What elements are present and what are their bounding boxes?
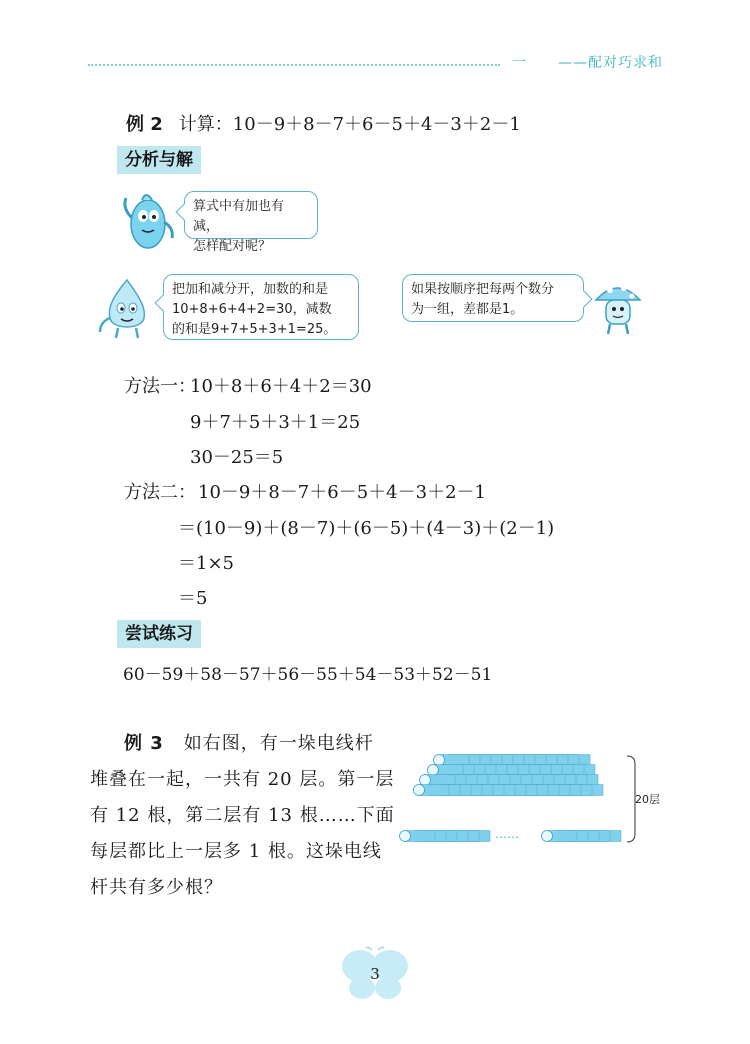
pipe [420,775,456,786]
practice-label: 尝试练习 [117,620,201,648]
practice-problem: 60－59＋58－57＋56－55＋54－53＋52－51 [123,665,493,685]
header-dotted-rule [88,64,500,66]
bubble-separate-sums [163,274,359,340]
example-3-line: 如右图，有一垛电线杆 [183,733,374,754]
example-3-label: 例 3 [124,733,164,754]
analysis-label: 分析与解 [117,146,201,174]
example-3-line: 杆共有多少根？ [90,877,223,898]
bubble-pairing-line: 为一组，差都是1。 [411,302,524,317]
bubble-separate-sums-line: 把加和减分开，加数的和是 [172,282,329,297]
method-2-line: 10－9＋8－7＋6－5＋4－3＋2－1 [198,482,486,503]
layer-bracket [627,756,635,842]
method-2-line: ＝1×5 [178,553,234,574]
header-dash: 一 [512,55,526,71]
bubble-question [184,191,318,254]
method-1-line: 30－25＝5 [190,447,284,468]
pipe-stack-figure [395,748,685,858]
method-1-label: 方法一： [124,376,196,397]
page-number: 3 [370,965,380,983]
method-2-line: ＝5 [178,588,208,609]
bubble-separate-sums-line: 的和是9+7+5+3+1=25。 [172,322,337,337]
mushroom-mascot-icon [590,276,646,336]
bubble-question-line: 算式中有加也有减， [193,199,285,234]
bubble-pairing-line: 如果按顺序把每两个数分 [411,282,555,297]
layers-label: 20层 [635,793,660,806]
bubble-question-line: 怎样配对呢？ [193,239,272,254]
example-3-first-line [124,729,374,755]
example-2 [126,110,521,136]
method-2-label: 方法二： [124,482,196,503]
method-1-line: 9＋7＋5＋3＋1＝25 [190,412,361,433]
example-2-text: 计算：10－9＋8－7＋6－5＋4－3＋2－1 [178,114,521,135]
pipe [434,755,470,766]
ellipsis-dots: …… [495,827,519,841]
method-1-line: 10＋8＋6＋4＋2＝30 [190,376,372,397]
drop-mascot-icon [96,276,158,340]
pipe [542,831,578,842]
example-3-line: 有 12 根，第二层有 13 根……下面 [90,805,395,826]
pipe [428,765,464,776]
bubble-pairing [402,274,584,322]
example-3-line: 每层都比上一层多 1 根。这垛电线 [90,841,382,862]
bubble-separate-sums-line: 10+8+6+4+2=30，减数 [172,302,332,317]
method-2-line: ＝(10－9)＋(8－7)＋(6－5)＋(4－3)＋(2－1) [178,518,555,539]
example-2-label: 例 2 [126,114,163,135]
example-3-line: 堆叠在一起，一共有 20 层。第一层 [90,769,395,790]
header-chapter-title: ——配对巧求和 [558,55,663,71]
pipe [414,785,450,796]
pipe [400,831,436,842]
bean-mascot-icon [116,188,178,252]
